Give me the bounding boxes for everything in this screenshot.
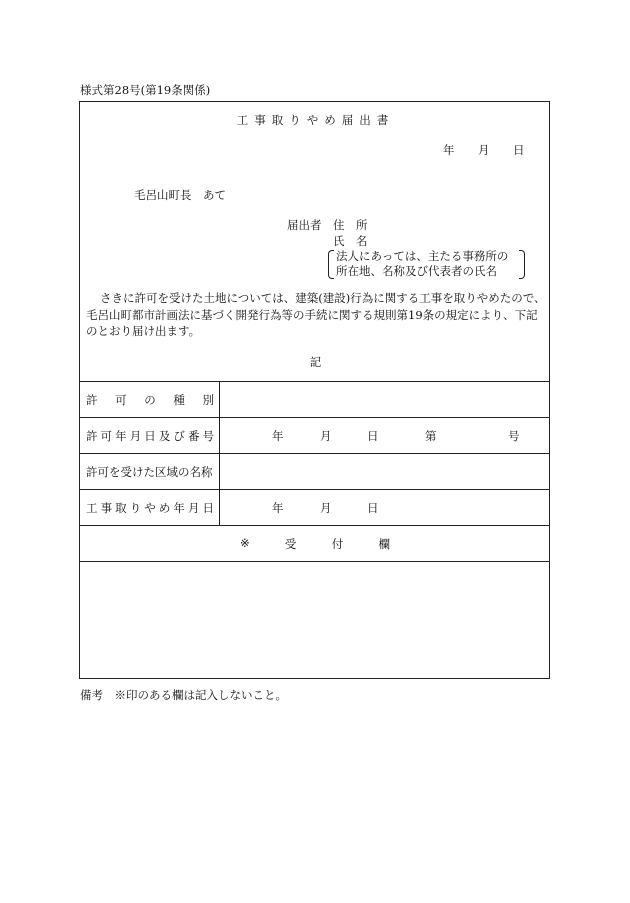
bracket-left	[328, 250, 334, 279]
permit-number-dai-label: 第	[425, 429, 437, 443]
applicant-label: 届出者	[287, 218, 322, 232]
stop-date-year-label: 年	[272, 501, 284, 515]
label-char: 号	[202, 429, 214, 443]
label-char: 月	[129, 429, 142, 443]
label-char: 年	[173, 501, 185, 515]
label-char: 年	[115, 429, 127, 443]
label-char: 番	[187, 429, 200, 443]
label-char: 事	[100, 501, 113, 515]
label-char: 可	[100, 429, 113, 443]
corporation-note-line-1: 法人にあっては、主たる事務所の	[336, 249, 509, 263]
label-char: 受	[284, 537, 297, 551]
table-rule	[80, 381, 549, 382]
table-column-divider	[219, 381, 220, 525]
label-char: や	[144, 501, 156, 515]
bracket-right	[519, 250, 525, 279]
permit-type-label	[86, 392, 214, 408]
label-char: ※	[240, 536, 250, 550]
corporation-note	[333, 249, 523, 279]
label-char: 工	[86, 501, 98, 515]
reception-label	[240, 536, 390, 552]
work-stop-date-label	[86, 500, 214, 516]
permit-number-go-label: 号	[508, 429, 520, 443]
label-char: 欄	[378, 537, 390, 551]
label-char: 付	[331, 537, 344, 551]
label-char: 別	[202, 393, 214, 407]
label-char: 許	[86, 393, 98, 407]
label-char: の	[144, 393, 156, 407]
label-char: 種	[173, 393, 185, 407]
permit-date-day-label: 日	[367, 429, 379, 443]
permit-date-year-label: 年	[272, 429, 284, 443]
label-char: 取	[115, 501, 127, 515]
addressee: 毛呂山町長 あて	[134, 188, 226, 202]
body-text: さきに許可を受けた土地については、建築(建設)行為に関する工事を取りやめたので、毛呂山町都市計画法に基づく開発行為等の手続に関する規則第19条の規定により、下記のとおり届け出ます。	[86, 291, 546, 338]
form-number: 様式第28号(第19条関係)	[80, 83, 211, 97]
permit-date-month-label: 月	[320, 429, 332, 443]
label-char: 日	[144, 429, 156, 443]
permit-date-number-label	[86, 428, 214, 444]
corporation-note-line-2: 所在地、名称及び代表者の氏名	[336, 264, 497, 278]
label-char: び	[173, 429, 185, 443]
form-box	[79, 101, 550, 679]
label-char: め	[158, 501, 171, 515]
stop-date-day-label: 日	[367, 501, 379, 515]
table-rule	[80, 561, 549, 562]
address-label: 住 所	[333, 218, 368, 232]
date-year-label: 年	[443, 143, 455, 157]
ki-heading: 記	[309, 355, 322, 369]
remarks: 備考 ※印のある欄は記入しないこと。	[80, 688, 287, 702]
table-rule	[80, 453, 549, 454]
label-char: 及	[158, 429, 171, 443]
label-char: 許	[86, 429, 98, 443]
permitted-area-name-label: 許可を受けた区域の名称	[86, 465, 213, 479]
stop-date-month-label: 月	[320, 501, 332, 515]
label-char: 日	[202, 501, 214, 515]
label-char: 月	[187, 501, 200, 515]
label-char: 可	[115, 393, 127, 407]
name-label: 氏 名	[333, 234, 368, 248]
date-day-label: 日	[513, 143, 525, 157]
document-title: 工事取りやめ届出書	[236, 113, 395, 127]
label-char: り	[129, 501, 142, 515]
date-month-label: 月	[478, 143, 490, 157]
table-rule	[80, 525, 549, 526]
table-rule	[80, 489, 549, 490]
table-rule	[80, 417, 549, 418]
